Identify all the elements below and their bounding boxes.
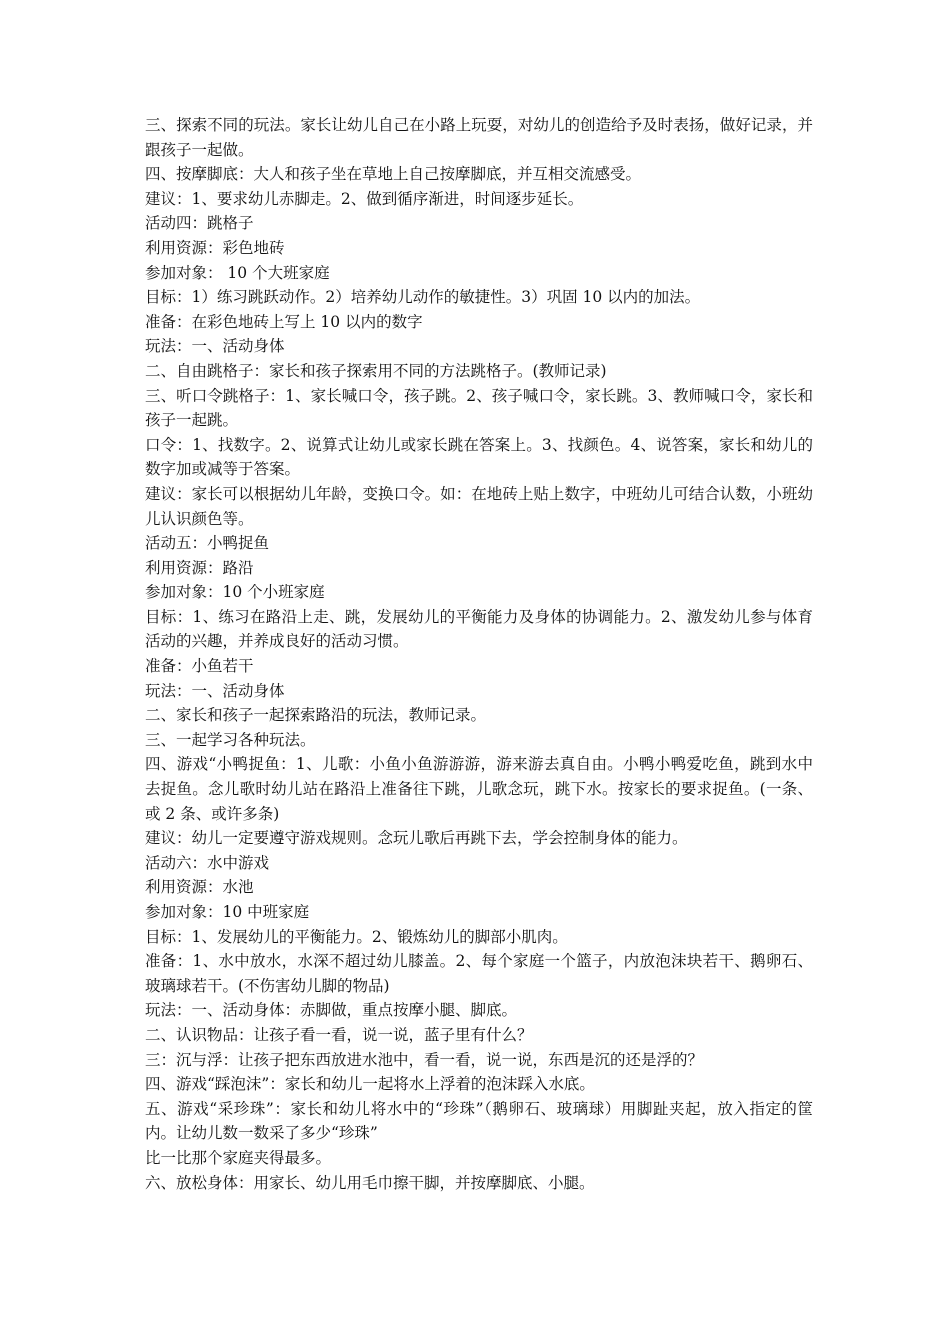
- paragraph: 五、游戏“采珍珠”：家长和幼儿将水中的“珍珠”（鹅卵石、玻璃球）用脚趾夹起，放入指定的筐内。让幼儿数一数采了多少“珍珠”: [145, 1099, 813, 1143]
- paragraph: 参加对象： 10 个大班家庭: [145, 263, 330, 282]
- paragraph: 玩法：一、活动身体: [145, 681, 285, 700]
- paragraph: 四、游戏“踩泡沫”：家长和幼儿一起将水上浮着的泡沫踩入水底。: [145, 1075, 595, 1094]
- paragraph: 目标：1）练习跳跃动作。2）培养幼儿动作的敏捷性。3）巩固 10 以内的加法。: [145, 288, 701, 307]
- paragraph: 比一比那个家庭夹得最多。: [145, 1148, 332, 1167]
- document-body: [145, 113, 813, 1195]
- paragraph: 二、家长和孩子一起探索路沿的玩法，教师记录。: [145, 706, 487, 725]
- paragraph: 利用资源：路沿: [145, 558, 254, 577]
- paragraph: 建议：幼儿一定要遵守游戏规则。念玩儿歌后再跳下去，学会控制身体的能力。: [145, 829, 688, 848]
- paragraph: 利用资源：彩色地砖: [145, 238, 285, 257]
- paragraph: 准备：小鱼若干: [145, 657, 254, 676]
- paragraph: 三、一起学习各种玩法。: [145, 730, 316, 749]
- paragraph: 三、探索不同的玩法。家长让幼儿自己在小路上玩耍，对幼儿的创造给予及时表扬，做好记录，并跟孩子一起做。: [145, 116, 813, 159]
- paragraph: 口令：1、找数字。2、说算式让幼儿或家长跳在答案上。3、找颜色。4、说答案，家长和幼儿的数字加或减等于答案。: [145, 435, 813, 479]
- paragraph: 四、按摩脚底：大人和孩子坐在草地上自己按摩脚底，并互相交流感受。: [145, 165, 642, 184]
- paragraph: 玩法：一、活动身体：赤脚做，重点按摩小腿、脚底。: [145, 1001, 518, 1020]
- paragraph: 二、自由跳格子：家长和孩子探索用不同的方法跳格子。(教师记录): [145, 361, 607, 380]
- paragraph: 准备：1、水中放水，水深不超过幼儿膝盖。2、每个家庭一个篮子，内放泡沫块若干、鹅卵石、玻璃球若干。(不伤害幼儿脚的物品): [145, 952, 813, 995]
- paragraph: 参加对象：10 个小班家庭: [145, 583, 325, 602]
- paragraph: 六、放松身体：用家长、幼儿用毛巾擦干脚，并按摩脚底、小腿。: [145, 1173, 595, 1192]
- section-heading: 活动六：水中游戏: [145, 853, 270, 872]
- paragraph: 玩法：一、活动身体: [145, 337, 285, 356]
- paragraph: 建议：1、要求幼儿赤脚走。2、做到循序渐进，时间逐步延长。: [145, 189, 584, 208]
- section-heading: 活动五：小鸭捉鱼: [145, 534, 270, 553]
- paragraph: 参加对象：10 中班家庭: [145, 903, 310, 921]
- paragraph: 目标：1、发展幼儿的平衡能力。2、锻炼幼儿的脚部小肌肉。: [145, 927, 568, 946]
- paragraph: 三：沉与浮：让孩子把东西放进水池中，看一看，说一说，东西是沉的还是浮的？: [145, 1050, 704, 1069]
- paragraph: 准备：在彩色地砖上写上 10 以内的数字: [145, 312, 423, 331]
- paragraph: 建议：家长可以根据幼儿年龄，变换口令。如：在地砖上贴上数字，中班幼儿可结合认数，小班幼儿认识颜色等。: [145, 484, 813, 528]
- paragraph: 利用资源：水池: [145, 878, 254, 897]
- paragraph: 四、游戏“小鸭捉鱼：1、儿歌：小鱼小鱼游游游，游来游去真自由。小鸭小鸭爱吃鱼，跳到水中去捉鱼。念儿歌时幼儿站在路沿上准备往下跳，儿歌念玩，跳下水。按家长的要求捉鱼。(一条、或 2 条、或许多条): [145, 755, 813, 823]
- paragraph: 目标：1、练习在路沿上走、跳，发展幼儿的平衡能力及身体的协调能力。2、激发幼儿参与体育活动的兴趣，并养成良好的活动习惯。: [145, 607, 813, 651]
- section-heading: 活动四：跳格子: [145, 214, 254, 233]
- paragraph: 二、认识物品：让孩子看一看，说一说，蓝子里有什么？: [145, 1025, 533, 1044]
- paragraph: 三、听口令跳格子：1、家长喊口令，孩子跳。2、孩子喊口令，家长跳。3、教师喊口令，家长和孩子一起跳。: [145, 386, 813, 430]
